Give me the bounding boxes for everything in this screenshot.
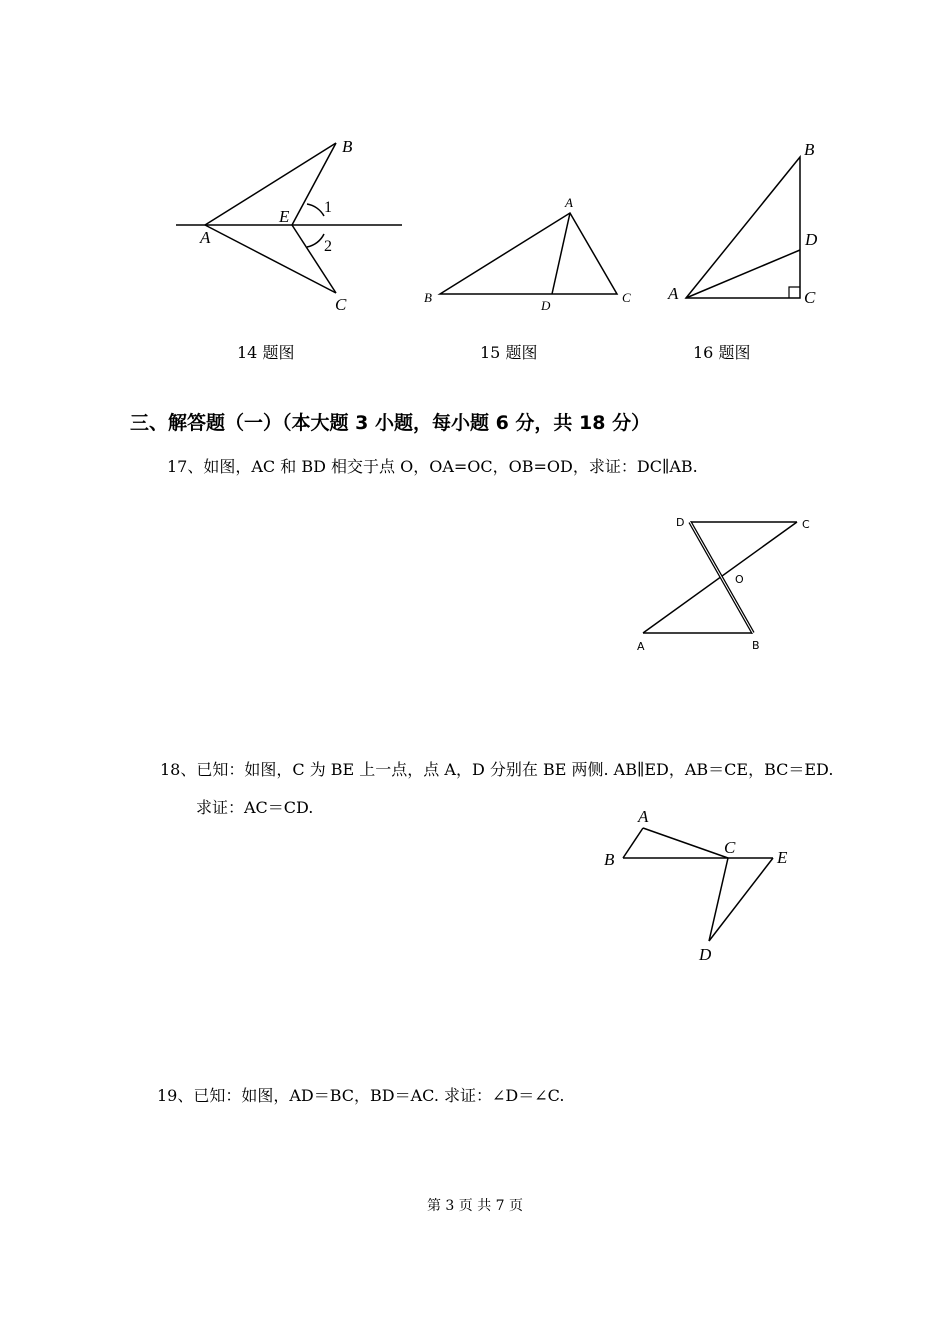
label-C: C xyxy=(804,288,816,307)
label-angle-1: 1 xyxy=(324,199,332,216)
figure-16-caption: 16 题图 xyxy=(693,343,751,362)
label-B: B xyxy=(424,290,432,305)
label-E: E xyxy=(777,848,788,867)
segment-ab xyxy=(623,828,643,858)
question-18-line-1: 18、已知：如图，C 为 BE 上一点，点 A，D 分别在 BE 两侧. AB∥ED，AB＝CE，BC＝ED. xyxy=(160,760,834,779)
label-B: B xyxy=(342,137,353,156)
label-A: A xyxy=(200,228,211,247)
label-C: C xyxy=(622,290,631,305)
label-B: B xyxy=(752,639,760,652)
label-C: C xyxy=(724,838,736,857)
question-18-line-2: 求证：AC＝CD. xyxy=(196,798,314,817)
label-A: A xyxy=(668,284,679,303)
label-B: B xyxy=(604,850,615,869)
label-B: B xyxy=(804,140,815,159)
figure-15-caption: 15 题图 xyxy=(480,343,538,362)
label-O: O xyxy=(735,573,744,586)
question-19: 19、已知：如图，AD＝BC，BD＝AC. 求证：∠D＝∠C. xyxy=(157,1086,565,1105)
label-A: A xyxy=(637,640,645,653)
label-C: C xyxy=(335,295,347,314)
section-title: 三、解答题（一）（本大题 3 小题，每小题 6 分，共 18 分） xyxy=(130,412,651,434)
segment-ac xyxy=(643,828,728,858)
question-17: 17、如图，AC 和 BD 相交于点 O，OA=OC，OB=OD，求证：DC∥AB. xyxy=(167,457,698,476)
label-E: E xyxy=(279,207,290,226)
label-A: A xyxy=(638,807,649,826)
figure-14-caption: 14 题图 xyxy=(237,343,295,362)
label-C: C xyxy=(802,518,810,531)
page-footer: 第 3 页 共 7 页 xyxy=(426,1198,524,1214)
label-A: A xyxy=(565,195,573,210)
label-D: D xyxy=(541,298,551,313)
label-D: D xyxy=(805,230,818,249)
label-D: D xyxy=(676,516,685,529)
label-angle-2: 2 xyxy=(324,238,332,255)
label-D: D xyxy=(699,945,712,964)
